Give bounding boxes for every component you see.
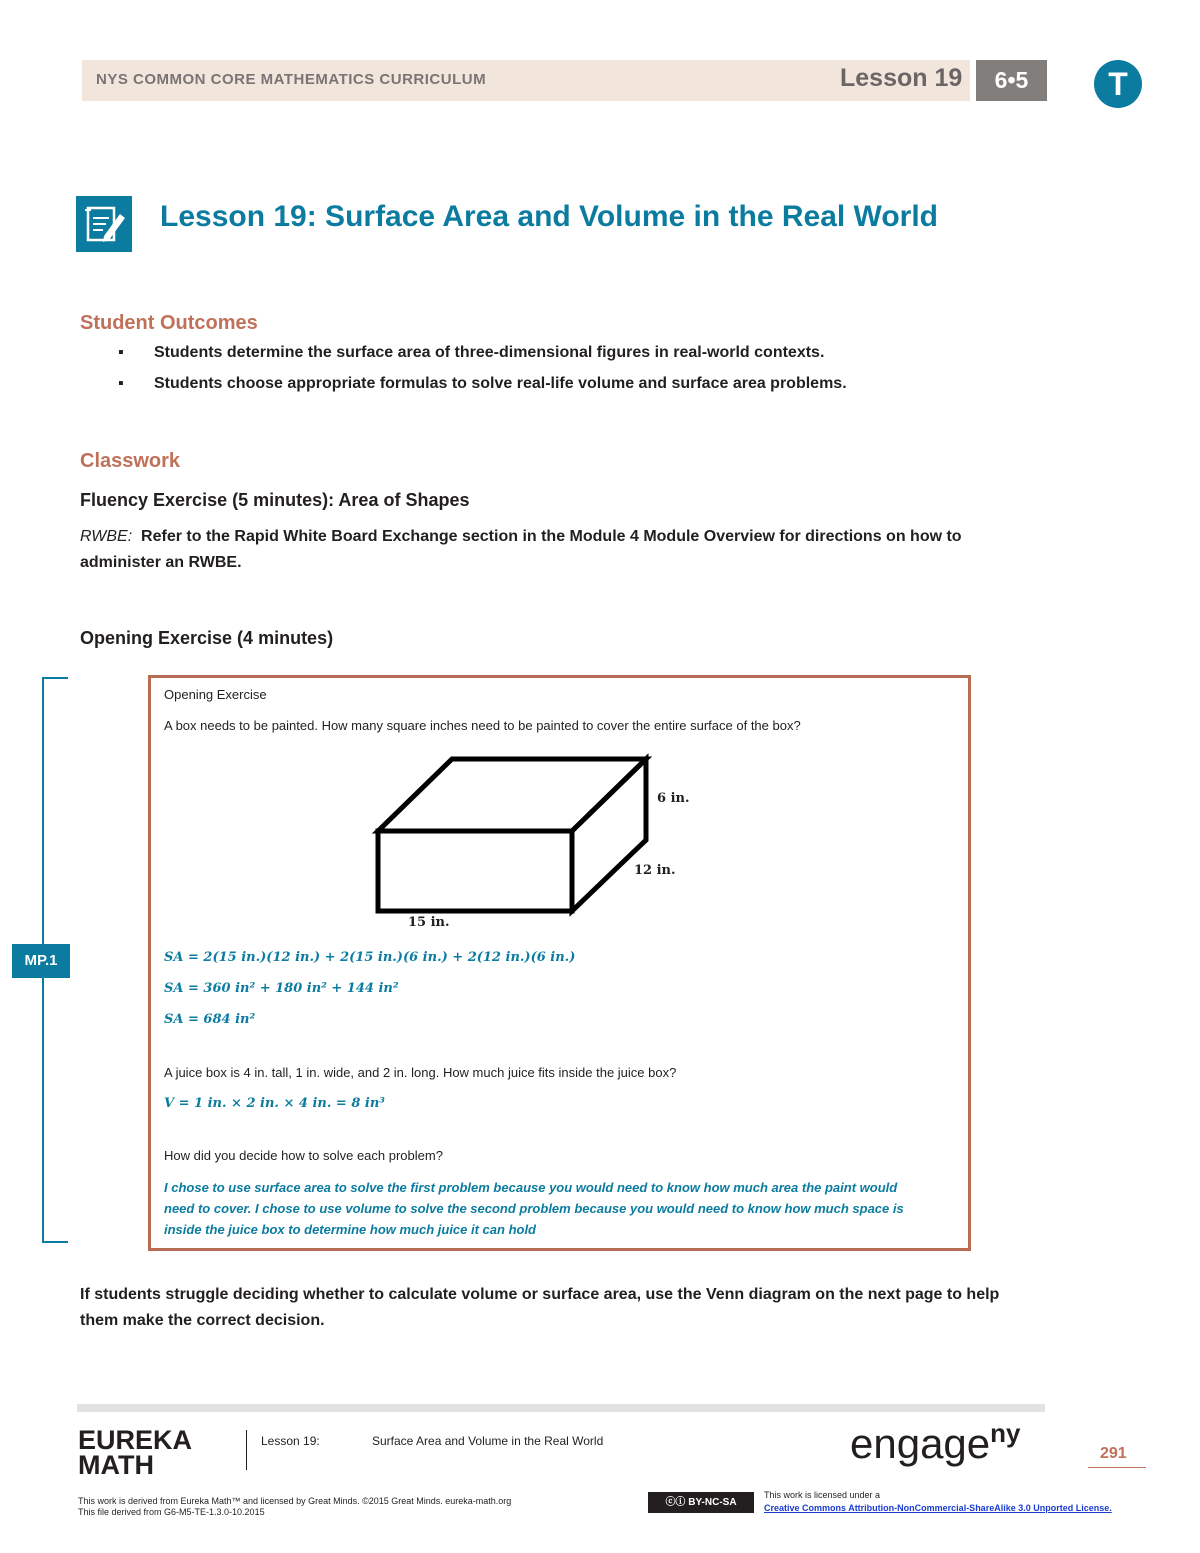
sa-line-3: SA = 684 in² [164,1012,256,1027]
page-number: 291 [1100,1445,1127,1462]
reasoning-answer: I chose to use surface area to solve the first problem because you would need to know how much area the paint would need to cover. I chose to use volume to solve the second problem because you would need to know how much space is inside the juice box to determine how much juice it can hold [164,1180,904,1237]
footer-lesson-label: Lesson 19: [261,1434,320,1448]
page-title: Lesson 19: Surface Area and Volume in the Real World [160,200,938,233]
mp-badge: MP.1 [12,944,70,978]
eureka-math-logo: EUREKA MATH [78,1425,193,1480]
footer-divider [246,1430,247,1470]
outcome-item: ▪ Students choose appropriate formulas to solve real-life volume and surface area problems. [118,375,847,392]
sa-line-1: SA = 2(15 in.)(12 in.) + 2(15 in.)(6 in.) + 2(12 in.)(6 in.) [164,950,576,965]
question-2: A juice box is 4 in. tall, 1 in. wide, and 2 in. long. How much juice fits inside the juice box? [164,1065,677,1080]
license-link[interactable]: Creative Commons Attribution-NonCommercial-ShareAlike 3.0 Unported License. [764,1503,1112,1513]
rwbe-paragraph: RWBE: Refer to the Rapid White Board Exchange section in the Module 4 Module Overview for directions on how to administer an RWBE. [80,528,962,571]
cc-icon: ⓒⓘ [665,1497,689,1508]
question-1: A box needs to be painted. How many square inches need to be painted to cover the entire surface of the box? [164,718,801,733]
height-label: 6 in. [657,791,690,806]
engageny-logo: engage$^{ny}$ [850,1418,1021,1467]
volume-answer: V = 1 in. × 2 in. × 4 in. = 8 in³ [164,1096,385,1111]
outcome-item: ▪ Students determine the surface area of three-dimensional figures in real-world contexts. [118,344,825,361]
rwbe-label: RWBE: [80,528,133,545]
box-front-face [378,831,572,911]
closing-paragraph: If students struggle deciding whether to calculate volume or surface area, use the Venn diagram on the next page to help them make the correct decision. [80,1286,1000,1329]
grade-module-badge: 6•5 [976,60,1047,101]
depth-label: 12 in. [634,863,676,878]
box-diagram [370,752,660,922]
header-lesson: Lesson 19 [840,64,963,92]
derived-note-1: This work is derived from Eureka Math™ and licensed by Great Minds. ©2015 Great Minds. eureka-math.org [78,1496,512,1506]
outcomes-heading: Student Outcomes [80,312,258,334]
footer-rule [77,1404,1045,1412]
length-label: 15 in. [408,915,450,930]
sa-line-2: SA = 360 in² + 180 in² + 144 in² [164,981,399,996]
classwork-heading: Classwork [80,450,181,472]
page-number-rule [1088,1467,1146,1468]
bullet-icon: ▪ [118,375,124,392]
opening-heading: Opening Exercise (4 minutes) [80,628,334,648]
derived-note-2: This file derived from G6-M5-TE-1.3.0-10.2015 [78,1507,265,1517]
license-text: This work is licensed under a [764,1490,881,1500]
curriculum-label: NYS COMMON CORE MATHEMATICS CURRICULUM [96,71,487,88]
lesson-notebook-icon [76,196,132,252]
bullet-icon: ▪ [118,344,124,361]
teacher-badge: T [1094,60,1142,108]
footer-lesson-title: Surface Area and Volume in the Real World [372,1434,604,1448]
exercise-title: Opening Exercise [164,687,267,702]
cc-license-badge: ⓒⓘ BY-NC-SA [648,1492,754,1513]
box-side-face [572,759,646,911]
fluency-heading: Fluency Exercise (5 minutes): Area of Shapes [80,490,470,510]
question-3: How did you decide how to solve each problem? [164,1148,443,1163]
